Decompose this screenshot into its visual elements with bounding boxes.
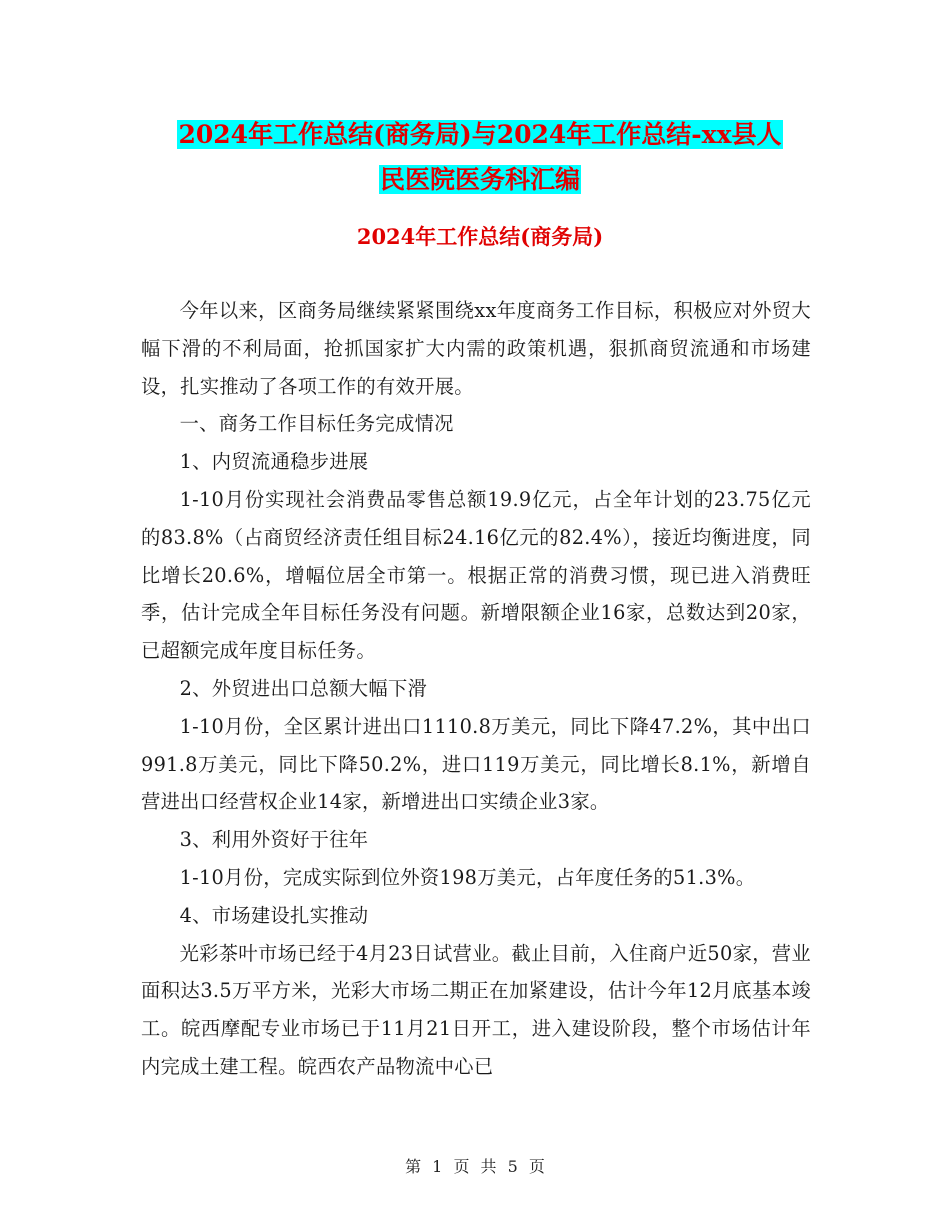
heading-item-3: 3、利用外资好于往年 — [179, 828, 369, 852]
paragraph-item-4: 光彩茶叶市场已经于4月23日试营业。截止目前，入住商户近50家，营业面积达3.5万平方米，光彩大市场二期正在加紧建设，估计今年12月底基本竣工。皖西摩配专业市场已于11月21日开工，进入建设阶段，整个市场估计年内完成土建工程。皖西农产品物流中心已 — [141, 941, 811, 1078]
heading-section-1: 一、商务工作目标任务完成情况 — [179, 412, 454, 436]
section-title: 2024年工作总结(商务局) — [356, 224, 604, 249]
heading-item-1: 1、内贸流通稳步进展 — [179, 450, 369, 474]
heading-item-2: 2、外贸进出口总额大幅下滑 — [179, 676, 428, 700]
document-title — [140, 112, 820, 202]
paragraph-item-1: 1-10月份实现社会消费品零售总额19.9亿元，占全年计划的23.75亿元的83.8%（占商贸经济责任组目标24.16亿元的82.4%），接近均衡进度，同比增长20.6%，增幅位居全市第一。根据正常的消费习惯，现已进入消费旺季，估计完成全年目标任务没有问题。新增限额企业16家，总数达到20家，已超额完成年度目标任务。 — [141, 487, 811, 663]
document-body — [141, 292, 811, 1086]
title-line-1 — [140, 112, 820, 157]
paragraph-intro: 今年以来，区商务局继续紧紧围绕xx年度商务工作目标，积极应对外贸大幅下滑的不利局面，抢抓国家扩大内需的政策机遇，狠抓商贸流通和市场建设，扎实推动了各项工作的有效开展。 — [141, 299, 811, 398]
paragraph-item-2: 1-10月份，全区累计进出口1110.8万美元，同比下降47.2%，其中出口991.8万美元，同比下降50.2%，进口119万美元，同比增长8.1%，新增自营进出口经营权企业14家，新增进出口实绩企业3家。 — [141, 714, 811, 814]
title-line-2 — [140, 157, 820, 202]
heading-item-4: 4、市场建设扎实推动 — [179, 903, 369, 927]
title-line-1-text: 2024年工作总结(商务局)与2024年工作总结-xx县人 — [178, 120, 782, 149]
paragraph-item-3: 1-10月份，完成实际到位外资198万美元，占年度任务的51.3%。 — [179, 865, 756, 889]
page-footer: 第 1 页 共 5 页 — [405, 1157, 545, 1176]
title-line-2-text: 民医院医务科汇编 — [379, 165, 580, 194]
